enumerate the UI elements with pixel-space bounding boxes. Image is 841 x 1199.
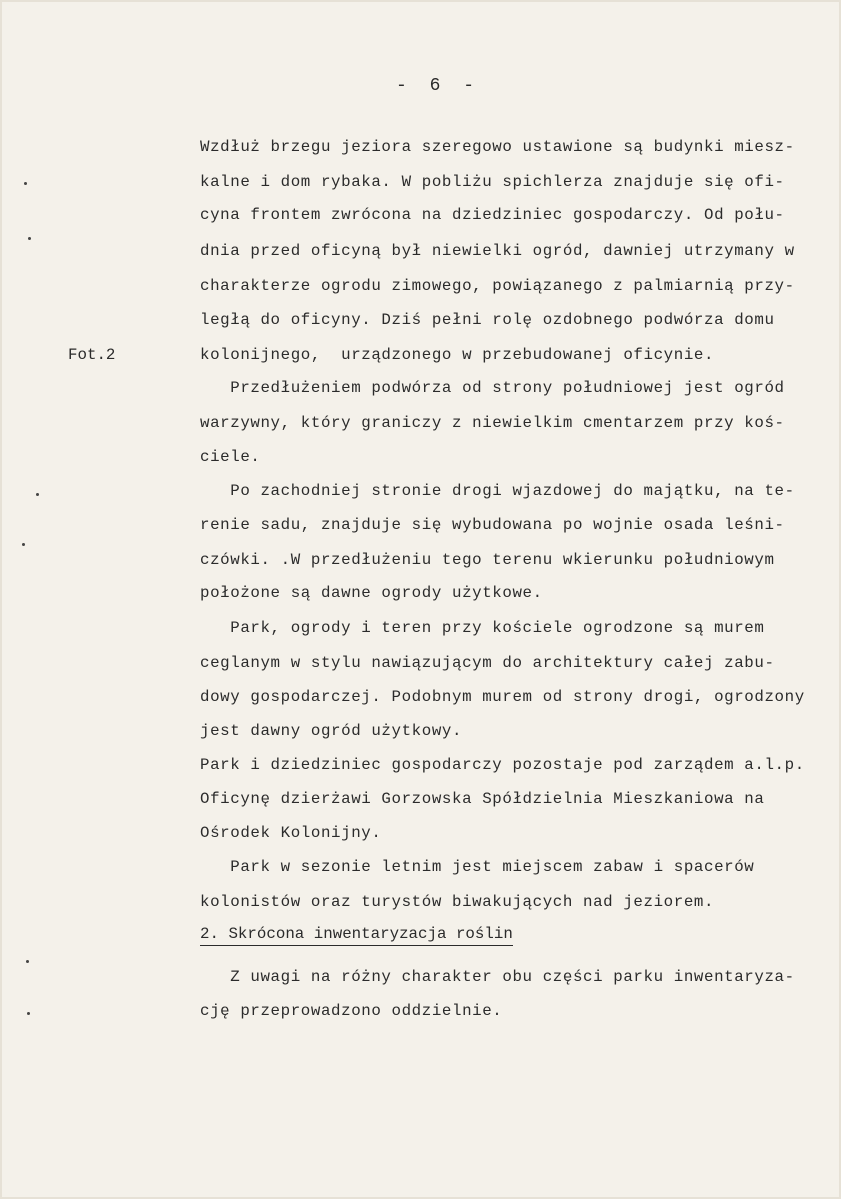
- text-line: Ośrodek Kolonijny.: [200, 824, 382, 842]
- text-line: Z uwagi na różny charakter obu części parku inwentaryza-: [200, 968, 795, 986]
- text-line: charakterze ogrodu zimowego, powiązanego z palmiarnią przy-: [200, 277, 795, 295]
- text-line: Wzdłuż brzegu jeziora szeregowo ustawione są budynki miesz-: [200, 138, 795, 156]
- text-line: czówki. .W przedłużeniu tego terenu wkierunku południowym: [200, 551, 775, 569]
- text-line: kalne i dom rybaka. W pobliżu spichlerza znajduje się ofi-: [200, 173, 785, 191]
- section-heading: 2. Skrócona inwentaryzacja roślin: [200, 925, 513, 946]
- text-line: Przedłużeniem podwórza od strony południowej jest ogród: [200, 379, 785, 397]
- text-line: Park i dziedziniec gospodarczy pozostaje pod zarządem a.l.p.: [200, 756, 805, 774]
- margin-note-photo-reference: Fot.2: [68, 346, 116, 364]
- text-line: Po zachodniej stronie drogi wjazdowej do majątku, na te-: [200, 482, 795, 500]
- text-line: dowy gospodarczej. Podobnym murem od strony drogi, ogrodzony: [200, 688, 805, 706]
- scan-speck: [26, 960, 29, 963]
- text-line: jest dawny ogród użytkowy.: [200, 722, 463, 740]
- text-line: Oficynę dzierżawi Gorzowska Spółdzielnia Mieszkaniowa na: [200, 790, 765, 808]
- text-line: cyna frontem zwrócona na dziedziniec gospodarczy. Od połu-: [200, 206, 785, 224]
- text-line: kolonijnego, urządzonego w przebudowanej oficynie.: [200, 346, 715, 364]
- text-line: ceglanym w stylu nawiązującym do architektury całej zabu-: [200, 654, 775, 672]
- scan-speck: [22, 543, 25, 546]
- text-line: kolonistów oraz turystów biwakujących nad jeziorem.: [200, 893, 715, 911]
- text-line: Park w sezonie letnim jest miejscem zabaw i spacerów: [200, 858, 755, 876]
- page-number: - 6 -: [396, 76, 481, 96]
- scan-speck: [36, 493, 39, 496]
- text-line: ległą do oficyny. Dziś pełni rolę ozdobnego podwórza domu: [200, 311, 775, 329]
- text-line: renie sadu, znajduje się wybudowana po wojnie osada leśni-: [200, 516, 785, 534]
- text-line: Park, ogrody i teren przy kościele ogrodzone są murem: [200, 619, 765, 637]
- text-line: cję przeprowadzono oddzielnie.: [200, 1002, 503, 1020]
- text-line: położone są dawne ogrody użytkowe.: [200, 584, 543, 602]
- text-line: warzywny, który graniczy z niewielkim cmentarzem przy koś-: [200, 414, 785, 432]
- text-line: ciele.: [200, 448, 261, 466]
- scan-speck: [27, 1012, 30, 1015]
- scan-speck: [28, 237, 31, 240]
- scan-speck: [24, 182, 27, 185]
- text-line: dnia przed oficyną był niewielki ogród, dawniej utrzymany w: [200, 242, 795, 260]
